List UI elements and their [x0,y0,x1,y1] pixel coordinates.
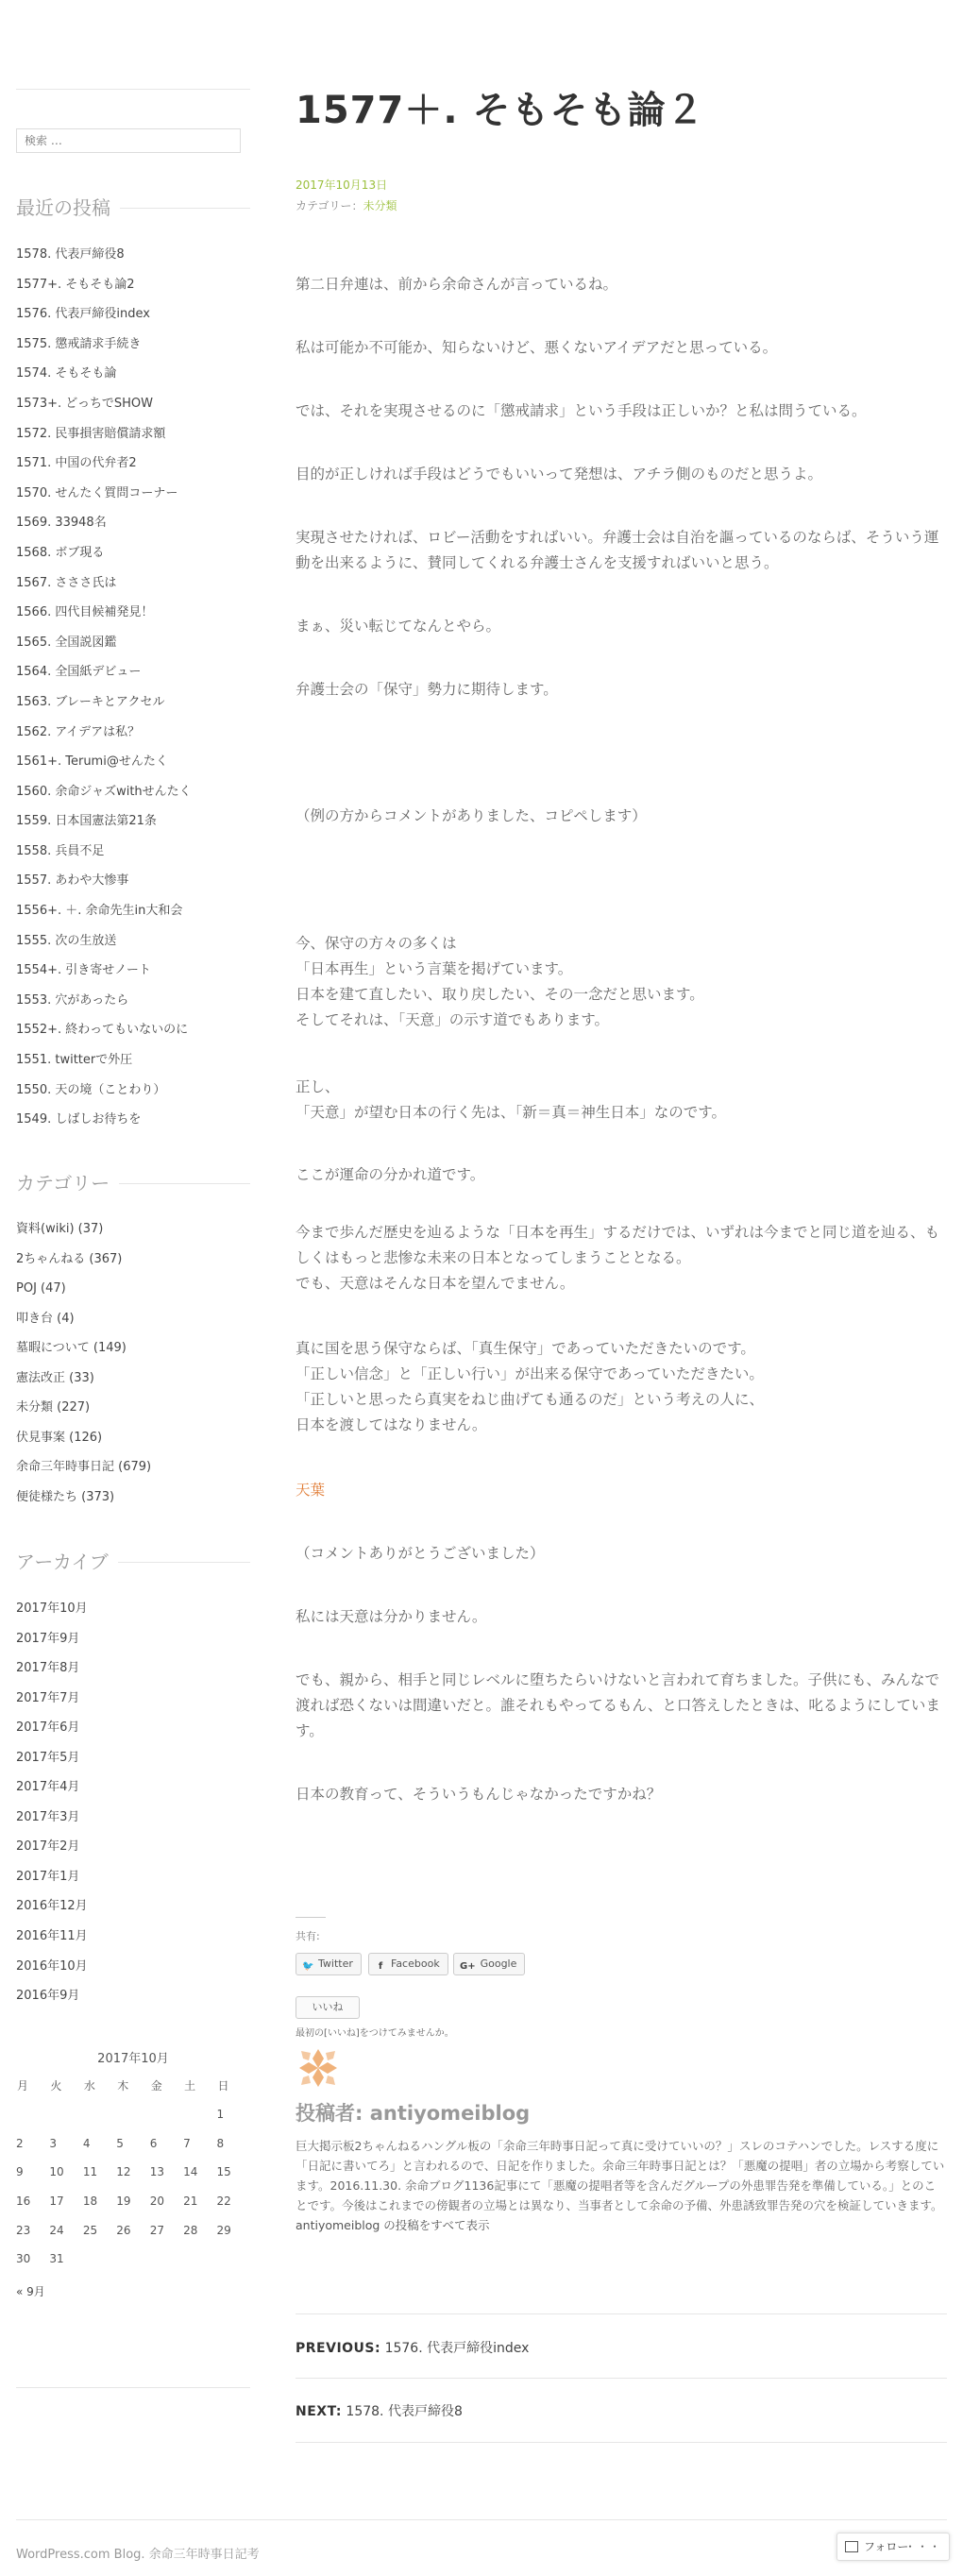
recent-post-link[interactable]: 1570. せんたく質問コーナー [16,485,178,500]
archive-link[interactable]: 2017年1月 [16,1869,80,1884]
recent-post-link[interactable]: 1561+. Terumi@せんたく [16,754,168,770]
archive-item[interactable] [16,1952,250,1982]
category-link[interactable]: 未分類 (227) [16,1400,91,1415]
category-link[interactable]: 便徒様たち (373) [16,1489,115,1504]
calendar-day: 18 [82,2195,98,2209]
footer [16,2544,260,2562]
recent-post-link[interactable]: 1549. しばしお待ちを [16,1112,142,1127]
recent-post-item[interactable] [16,1045,250,1076]
footer-site-link[interactable]: 余命三年時事日記考 [148,2548,260,2562]
archives-list [16,1594,250,2011]
follow-button[interactable]: フォロー ・・・ [836,2533,950,2561]
archive-link[interactable]: 2016年10月 [16,1958,88,1974]
category-link[interactable]: 余命三年時事日記 (679) [16,1460,152,1474]
archive-item[interactable] [16,1891,250,1922]
calendar-weekday: 日 [217,2078,229,2093]
recent-post-item[interactable] [16,956,250,986]
previous-post-link[interactable]: PREVIOUS: 1576. 代表戸締役index [296,2341,530,2356]
follow-icon [845,2541,858,2552]
author-avatar [296,2045,341,2091]
share-google-button[interactable]: G+ Google [453,1953,525,1975]
recent-post-link[interactable]: 1556+. ＋. 余命先生in大和会 [16,904,183,919]
category-item[interactable] [16,1333,250,1364]
recent-post-link[interactable]: 1576. 代表戸締役index [16,307,150,322]
calendar-day [116,2245,149,2274]
calendar-day: 11 [82,2165,98,2179]
recent-post-item[interactable] [16,359,250,389]
archive-link[interactable]: 2017年5月 [16,1750,80,1765]
category-link[interactable]: 伏見事案 (126) [16,1430,103,1445]
recent-post-link[interactable]: 1574. そもそも論 [16,366,117,381]
archive-item[interactable] [16,1832,250,1862]
calendar-day: 23 [16,2223,31,2237]
recent-posts-list [16,240,250,1135]
recent-post-link[interactable]: 1555. 次の生放送 [16,933,117,948]
post-paragraph: まぁ、災い転じてなんとやら。 [296,618,501,635]
recent-post-item[interactable] [16,1015,250,1045]
calendar-day: 30 [16,2252,31,2266]
recent-post-link[interactable]: 1566. 四代目候補発見！ [16,605,154,620]
category-link[interactable]: 叩き台 (4) [16,1311,75,1326]
footer-divider [16,2519,947,2520]
nav-divider [296,2378,947,2379]
recent-post-link[interactable]: 1558. 兵員不足 [16,843,105,858]
recent-post-item[interactable] [16,687,250,718]
archive-link[interactable]: 2017年9月 [16,1631,80,1646]
recent-post-item[interactable] [16,657,250,687]
recent-post-link[interactable]: 1564. 全国紙デビュー [16,665,142,680]
recent-post-item[interactable] [16,299,250,330]
calendar-day: 14 [183,2165,198,2179]
recent-post-link[interactable]: 1567. さささ氏は [16,575,117,590]
next-post-link[interactable]: NEXT: 1578. 代表戸締役8 [296,2404,463,2419]
calendar-weekday: 水 [83,2078,95,2093]
calendar-weekday: 火 [50,2078,62,2093]
post-signature: 天葉 [296,1482,326,1499]
recent-post-item[interactable] [16,598,250,628]
calendar-day: 28 [183,2223,198,2237]
recent-post-link[interactable]: 1568. ボブ現る [16,545,105,560]
calendar-day: 5 [116,2136,124,2150]
recent-post-item[interactable] [16,479,250,509]
calendar-day [49,2100,82,2129]
post-paragraph: でも、親から、相手と同じレベルに堕ちたらいけないと言われて育ちました。子供にも、みんなで渡れば恐くないは間違いだと。誰それもやってるもん、と口答えしたときは、叱るようにしています。 [296,1671,940,1739]
archives-title: アーカイブ [16,1551,250,1573]
author-posts-link[interactable]: antiyomeiblog の投稿をすべて表示 [296,2218,490,2232]
category-link[interactable]: 憲法改正 (33) [16,1370,94,1385]
archive-link[interactable]: 2017年3月 [16,1809,80,1824]
calendar-day [150,2100,183,2129]
archive-link[interactable]: 2016年12月 [16,1899,88,1914]
recent-post-link[interactable]: 1572. 民事損害賠償請求額 [16,426,166,441]
calendar-day [16,2100,49,2129]
category-link[interactable]: 資料(wiki) (37) [16,1222,104,1236]
archive-item[interactable] [16,1862,250,1892]
recent-post-link[interactable]: 1552+. 終わってもいないのに [16,1023,189,1038]
archive-link[interactable]: 2017年6月 [16,1720,80,1736]
post-paragraph: （コメントありがとうございました） [296,1545,545,1562]
calendar-day: 25 [82,2223,98,2237]
category-item[interactable] [16,1423,250,1453]
post-paragraph: 今、保守の方々の多くは 「日本再生」という言葉を掲げています。 日本を建て直したい、取り戻したい、その一念だと思います。 そしてそれは、「天意」の示す道でもあります。 [296,935,704,1028]
recent-post-link[interactable]: 1565. 全国説図鑑 [16,635,117,650]
calendar-day: 22 [216,2195,231,2209]
post-paragraph: 日本の教育って、そういうもんじゃなかったですかね？ [296,1786,662,1803]
category-link[interactable]: 墓暇について (149) [16,1341,127,1355]
recent-post-item[interactable] [16,389,250,419]
calendar-prev-month-link[interactable]: « 9月 [16,2285,45,2298]
calendar-day [183,2100,216,2129]
recent-post-link[interactable]: 1557. あわや大惨事 [16,873,129,889]
calendar-day: 10 [49,2165,64,2179]
recent-post-link[interactable]: 1578. 代表戸締役8 [16,247,125,262]
calendar-day: 29 [216,2223,231,2237]
search-input[interactable] [16,128,241,153]
calendar-day: 4 [82,2136,91,2150]
category-item[interactable] [16,1245,250,1275]
recent-posts-title: 最近の投稿 [16,196,250,219]
google-plus-icon: G+ [460,1961,476,1972]
archive-item[interactable] [16,1803,250,1833]
recent-post-link[interactable]: 1573+. どっちでSHOW [16,396,153,411]
archive-link[interactable]: 2017年8月 [16,1661,80,1676]
categories-title: カテゴリー [16,1172,250,1195]
calendar-weekday: 木 [117,2078,129,2093]
recent-post-link[interactable]: 1560. 余命ジャズwithせんたく [16,784,192,799]
sidebar-top-divider [16,89,250,90]
archive-item[interactable] [16,1684,250,1714]
post-paragraph: 正し、 「天意」が望む日本の行く先は、「新＝真＝神生日本」なのです。 [296,1078,727,1121]
calendar-day: 26 [116,2223,131,2237]
category-item[interactable] [16,1452,250,1483]
archive-link[interactable]: 2016年11月 [16,1929,88,1944]
recent-post-link[interactable]: 1559. 日本国憲法第21条 [16,814,157,829]
category-link[interactable]: POJ (47) [16,1281,66,1296]
recent-post-item[interactable] [16,270,250,300]
author-name: 投稿者: antiyomeiblog [296,2102,531,2125]
recent-post-item[interactable] [16,508,250,538]
twitter-icon: 🐦 [302,1961,314,1972]
recent-post-item[interactable] [16,986,250,1016]
post-paragraph: 私は可能か不可能か、知らないけど、悪くないアイデアだと思っている。 [296,339,778,356]
calendar-day: 19 [116,2195,131,2209]
post-title: 1577＋. そもそも論２ [296,89,705,132]
facebook-icon: f [378,1961,383,1972]
archive-item[interactable] [16,1981,250,2011]
post-paragraph: 第二日弁連は、前から余命さんが言っているね。 [296,276,618,293]
calendar-day [183,2245,216,2274]
calendar-day: 3 [49,2136,58,2150]
recent-post-item[interactable] [16,240,250,270]
post-paragraph: ここが運命の分かれ道です。 [296,1166,485,1183]
like-button[interactable]: いいね [296,1996,360,2019]
calendar-weekday: 金 [150,2078,162,2093]
calendar-day: 16 [16,2195,31,2209]
recent-post-item[interactable] [16,926,250,957]
post-paragraph: 実現させたければ、ロビー活動をすればいい。弁護士会は自治を謳っているのならば、そういう運動を出来るように、賛同してくれる弁護士さんを支援すればいいと思う。 [296,529,939,571]
recent-post-link[interactable]: 1554+. 引き寄せノート [16,963,151,978]
calendar-day: 20 [149,2195,164,2209]
recent-post-item[interactable] [16,568,250,599]
category-item[interactable] [16,1393,250,1423]
recent-post-link[interactable]: 1569. 33948名 [16,516,107,531]
calendar-day [116,2100,149,2129]
like-note: 最初の[いいね]をつけてみませんか。 [296,2028,454,2039]
category-item[interactable] [16,1364,250,1394]
archive-item[interactable] [16,1624,250,1654]
archive-item[interactable] [16,1922,250,1952]
calendar-day [150,2245,183,2274]
recent-post-item[interactable] [16,777,250,807]
post-paragraph: 私には天意は分かりません。 [296,1608,487,1625]
recent-post-link[interactable]: 1550. 天の境（ことわり） [16,1082,166,1097]
recent-post-item[interactable] [16,419,250,449]
recent-post-item[interactable] [16,718,250,748]
categories-list [16,1214,250,1512]
recent-post-item[interactable] [16,538,250,568]
post-paragraph: 目的が正しければ手段はどうでもいいって発想は、アチラ側のものだと思うよ。 [296,466,823,483]
share-twitter-button[interactable]: 🐦 Twitter [296,1953,362,1975]
archive-item[interactable] [16,1653,250,1684]
post-date[interactable]: 2017年10月13日 [296,178,388,192]
post-paragraph: では、それを実現させるのに「懲戒請求」という手段は正しいか？と私は問うている。 [296,402,867,419]
calendar-weekday: 土 [184,2078,196,2093]
archive-link[interactable]: 2016年9月 [16,1989,80,2004]
calendar-day: 9 [16,2165,24,2179]
share-facebook-button[interactable]: f Facebook [368,1953,448,1975]
archive-link[interactable]: 2017年4月 [16,1780,80,1795]
recent-post-item[interactable] [16,330,250,360]
calendar [16,2049,250,2274]
calendar-day: 24 [49,2223,64,2237]
calendar-day: 7 [183,2136,191,2150]
category-item[interactable] [16,1214,250,1245]
recent-post-item[interactable] [16,837,250,867]
recent-post-link[interactable]: 1577+. そもそも論2 [16,277,135,292]
archive-link[interactable]: 2017年10月 [16,1602,88,1616]
recent-post-link[interactable]: 1551. twitterで外圧 [16,1053,133,1068]
more-icon[interactable]: ・・・ [904,2540,941,2553]
recent-post-link[interactable]: 1563. ブレーキとアクセル [16,694,165,709]
recent-post-item[interactable] [16,628,250,658]
calendar-day: 1 [216,2108,225,2122]
recent-post-item[interactable] [16,1076,250,1106]
recent-post-item[interactable] [16,747,250,777]
category-link[interactable]: 2ちゃんねる (367) [16,1251,123,1266]
category-item[interactable] [16,1304,250,1334]
calendar-day: 27 [149,2223,164,2237]
calendar-day: 15 [216,2165,231,2179]
archive-link[interactable]: 2017年7月 [16,1690,80,1705]
recent-post-item[interactable] [16,896,250,926]
recent-post-item[interactable] [16,449,250,479]
recent-post-item[interactable] [16,806,250,837]
archive-link[interactable]: 2017年2月 [16,1839,80,1855]
footer-wordpress-link[interactable]: WordPress.com Blog. [16,2548,145,2562]
recent-post-link[interactable]: 1553. 穴があったら [16,992,129,1008]
recent-post-item[interactable] [16,866,250,896]
archive-item[interactable] [16,1772,250,1803]
recent-post-link[interactable]: 1571. 中国の代弁者2 [16,456,137,471]
author-bio: 巨大掲示板2ちゃんねるハングル板の「余命三年時事日記って真に受けていいの？」スレのコテハンでした。レスする度に「日記に書いてろ」と言われるので、日記を作りました。余命三年時事日記とは？「悪魔の提唱」者の立場から考察しています。2016.11.30. 余命ブログ1136記事にて「悪魔の提唱者等を含んだグループの外患罪告発を準備している。」とのことです。今後はこれまでの傍観者の立場とは異なり、当事者として余命の予備、外患誘致罪告発の穴を検証していきます。 antiyomeiblog の投稿をすべて表示 [296,2139,945,2232]
sidebar-bottom-divider [16,2387,250,2388]
share-label: 共有: [296,1930,320,1942]
calendar-day: 13 [149,2165,164,2179]
category-item[interactable] [16,1274,250,1304]
nav-divider [296,2442,947,2443]
calendar-day: 8 [216,2136,225,2150]
post-paragraph: （例の方からコメントがありました、コピペします） [296,807,647,824]
category-item[interactable] [16,1483,250,1513]
calendar-day [83,2100,116,2129]
post-paragraph: 弁護士会の「保守」勢力に期待します。 [296,681,558,698]
nav-divider [296,2313,947,2314]
post-category: カテゴリー：未分類 [296,199,397,212]
share-divider [296,1917,326,1918]
post-paragraph: 今まで歩んだ歴史を辿るような「日本を再生」するだけでは、いずれは今までと同じ道を辿る、もしくはもっと悲惨な未来の日本となってしまうこととなる。 でも、天意はそんな日本を望んでません。 [296,1224,940,1292]
calendar-weekday: 月 [17,2078,29,2093]
calendar-day [83,2245,116,2274]
recent-post-link[interactable]: 1575. 懲戒請求手続き [16,336,142,351]
archive-item[interactable] [16,1743,250,1773]
post-category-link[interactable]: 未分類 [363,199,397,212]
recent-post-item[interactable] [16,1105,250,1135]
calendar-caption: 2017年10月 [97,2052,169,2066]
calendar-day [217,2245,250,2274]
calendar-day: 2 [16,2136,24,2150]
recent-post-link[interactable]: 1562. アイデアは私？ [16,724,141,739]
archive-item[interactable] [16,1594,250,1624]
calendar-day: 12 [116,2165,131,2179]
calendar-day: 31 [49,2252,64,2266]
calendar-day: 17 [49,2195,64,2209]
calendar-day: 6 [149,2136,158,2150]
calendar-day: 21 [183,2195,198,2209]
archive-item[interactable] [16,1713,250,1743]
post-paragraph: 真に国を思う保守ならば、「真生保守」であっていただきたいのです。 「正しい信念」と「正しい行い」が出来る保守であっていただきたい。 「正しいと思ったら真実をねじ曲げても通るのだ」という考えの人に、 日本を渡してはなりません。 [296,1340,765,1433]
